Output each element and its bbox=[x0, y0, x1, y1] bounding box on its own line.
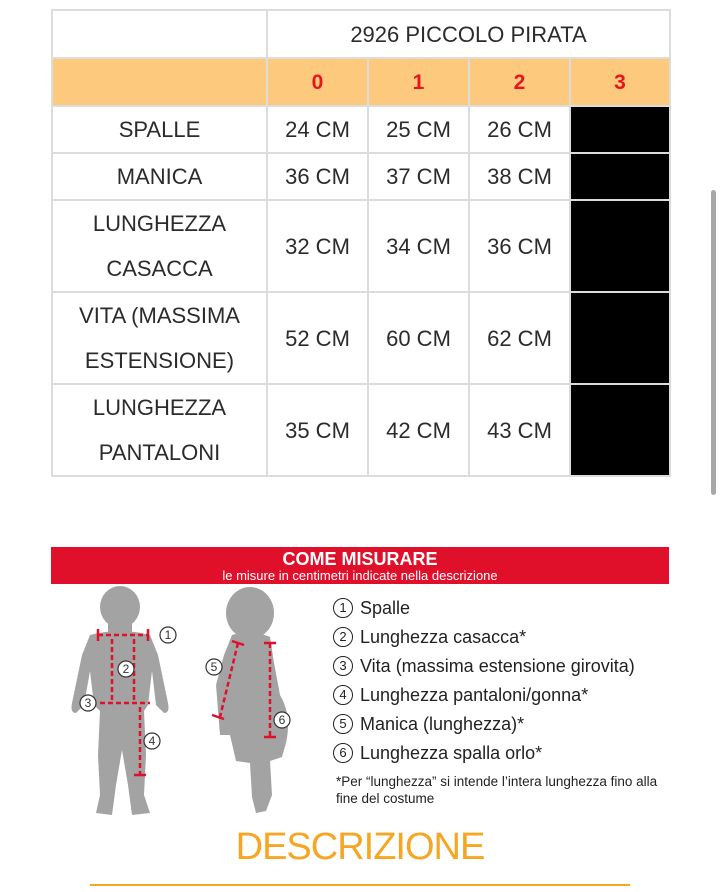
legend-text: Spalle bbox=[360, 598, 411, 618]
legend-number: 6 bbox=[333, 743, 353, 763]
legend-number: 2 bbox=[333, 627, 353, 647]
cell-value: 24 CM bbox=[267, 106, 368, 153]
legend-text: Lunghezza casacca* bbox=[360, 627, 527, 647]
row-label: VITA (MASSIMA ESTENSIONE) bbox=[52, 292, 267, 384]
legend-text: Manica (lunghezza)* bbox=[360, 714, 525, 734]
cell-value: 32 CM bbox=[267, 200, 368, 292]
legend-text: Lunghezza pantaloni/gonna* bbox=[360, 685, 589, 705]
marker-3: 3 bbox=[84, 696, 92, 710]
size-header-2: 2 bbox=[469, 58, 570, 106]
size-header-0: 0 bbox=[267, 58, 368, 106]
legend-number: 3 bbox=[333, 656, 353, 676]
marker-2: 2 bbox=[122, 662, 130, 676]
cell-value: 60 CM bbox=[368, 292, 469, 384]
legend-item bbox=[333, 623, 683, 652]
cell-value: 42 CM bbox=[368, 384, 469, 476]
blank-size-cell bbox=[570, 292, 670, 384]
cell-value: 38 CM bbox=[469, 153, 570, 200]
cell-value: 34 CM bbox=[368, 200, 469, 292]
legend-text: Vita (massima estensione girovita) bbox=[360, 656, 635, 676]
marker-4: 4 bbox=[148, 734, 156, 748]
row-label: LUNGHEZZA CASACCA bbox=[52, 200, 267, 292]
banner-title: COME MISURARE bbox=[282, 549, 438, 569]
blank-size-cell bbox=[570, 200, 670, 292]
legend-text: Lunghezza spalla orlo* bbox=[360, 743, 543, 763]
table-row bbox=[52, 106, 670, 153]
cell-value: 43 CM bbox=[469, 384, 570, 476]
size-header-blank bbox=[52, 58, 267, 106]
banner-subtitle: le misure in centimetri indicate nella descrizione bbox=[222, 568, 498, 583]
cell-value: 37 CM bbox=[368, 153, 469, 200]
legend-item bbox=[333, 594, 683, 623]
title-row bbox=[52, 10, 670, 58]
row-label: LUNGHEZZA PANTALONI bbox=[52, 384, 267, 476]
size-header-1: 1 bbox=[368, 58, 469, 106]
cell-value: 35 CM bbox=[267, 384, 368, 476]
size-table bbox=[51, 9, 671, 477]
table-row bbox=[52, 153, 670, 200]
legend-item bbox=[333, 652, 683, 681]
legend-number: 4 bbox=[333, 685, 353, 705]
marker-5: 5 bbox=[210, 660, 218, 674]
how-to-measure-banner bbox=[51, 547, 669, 584]
cell-value: 26 CM bbox=[469, 106, 570, 153]
table-row bbox=[52, 292, 670, 384]
measurement-legend bbox=[333, 594, 683, 768]
legend-item bbox=[333, 710, 683, 739]
child-side-figure-icon bbox=[216, 587, 288, 813]
measurement-footnote: *Per “lunghezza” si intende l’intera lunghezza fino alla fine del costume bbox=[336, 774, 658, 806]
cell-value: 36 CM bbox=[267, 153, 368, 200]
description-heading: DESCRIZIONE bbox=[235, 826, 485, 868]
blank-size-cell bbox=[570, 153, 670, 200]
measurement-figures bbox=[60, 585, 310, 825]
table-row bbox=[52, 384, 670, 476]
size-header-3: 3 bbox=[570, 58, 670, 106]
cell-value: 62 CM bbox=[469, 292, 570, 384]
empty-corner-cell bbox=[52, 10, 267, 58]
product-title: 2926 PICCOLO PIRATA bbox=[267, 10, 670, 58]
marker-6: 6 bbox=[278, 713, 286, 727]
legend-number: 1 bbox=[333, 598, 353, 618]
cell-value: 25 CM bbox=[368, 106, 469, 153]
row-label: SPALLE bbox=[52, 106, 267, 153]
scrollbar-thumb[interactable] bbox=[711, 190, 716, 495]
size-header-row bbox=[52, 58, 670, 106]
blank-size-cell bbox=[570, 384, 670, 476]
legend-item bbox=[333, 739, 683, 768]
marker-1: 1 bbox=[164, 628, 172, 642]
legend-item bbox=[333, 681, 683, 710]
legend-number: 5 bbox=[333, 714, 353, 734]
blank-size-cell bbox=[570, 106, 670, 153]
heading-underline bbox=[90, 884, 630, 886]
table-row bbox=[52, 200, 670, 292]
cell-value: 36 CM bbox=[469, 200, 570, 292]
cell-value: 52 CM bbox=[267, 292, 368, 384]
row-label: MANICA bbox=[52, 153, 267, 200]
